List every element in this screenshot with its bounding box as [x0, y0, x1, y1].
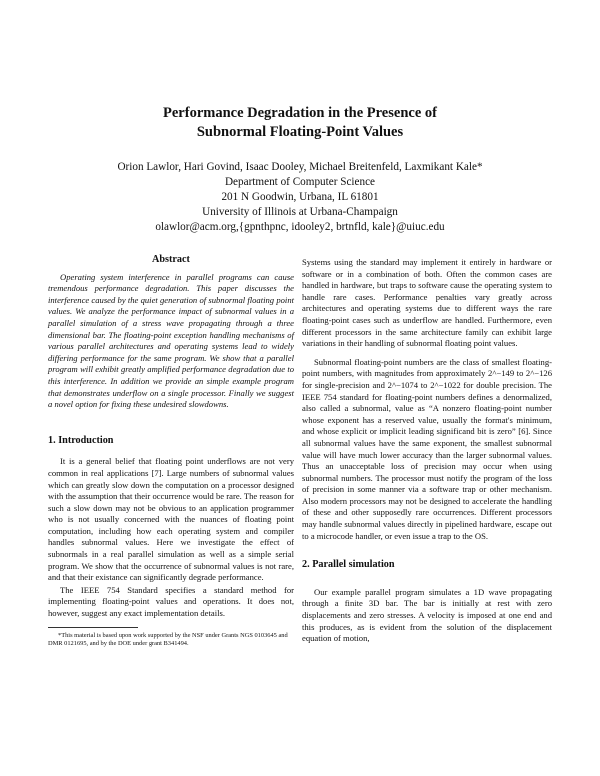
section-heading-parallel-simulation: 2. Parallel simulation — [302, 559, 395, 571]
parallel-simulation-paragraph: Our example parallel program simulates a 1D wave propagating through a finite 3D bar. The bar is initially at rest with zero displacements and zero stresses. A velocity is imposed at one end and this produces, as is evident from the solution of the displacement equation of motion, — [302, 586, 552, 644]
address: 201 N Goodwin, Urbana, IL 61801 — [221, 191, 379, 203]
author-emails: olawlor@acm.org,{gpnthpnc, idooley2, brtnfld, kale}@uiuc.edu — [155, 221, 445, 233]
intro-paragraph-2: The IEEE 754 Standard specifies a standard method for implementing floating-point values and operations. It does not, however, suggest any exact implementation details. — [48, 584, 294, 619]
author-names: Orion Lawlor, Hari Govind, Isaac Dooley, Michael Breitenfeld, Laxmikant Kale* — [117, 161, 483, 173]
title-line-1: Performance Degradation in the Presence of — [163, 105, 437, 121]
author-block — [0, 160, 600, 235]
subnormal-paragraph: Subnormal floating-point numbers are the class of smallest floating-point numbers, with magnitudes from approximately 2^−149 to 2^−126 for single-precision and 2^−1074 to 2^−1022 for double precision. The IEEE 754 standard for floating-point numbers defines a denormalized, also called a subnormal, value as “A nonzero floating-point number whose exponent has a reserved value, usually the format's minimum, and whose explicit or implicit leading significand bit is zero” [6]. Since all subnormal values have the same exponent, the smallest subnormal value will have much lower accuracy than the larger subnormal values. Thus an unacceptable loss of precision may occur when using subnormal numbers. The processor must notify the program of the loss of precision in some manner via a software trap or other mechanism. Also modern processors may not be designed to accelerate the handling of these and other supposedly rare occurrences. Different processors may handle subnormal values directly in pipelined hardware, escape out to a microcode handler, or even issue a trap to the OS. — [302, 356, 552, 541]
university: University of Illinois at Urbana-Champaign — [202, 206, 398, 218]
paper-title — [0, 104, 600, 142]
footnote: *This material is based upon work supported by the NSF under Grants NGS 0103645 and DMR 0121695, and by the DOE under grant B341494. — [48, 631, 288, 648]
department: Department of Computer Science — [224, 176, 376, 188]
left-column — [48, 254, 294, 648]
footnote-rule — [48, 627, 138, 628]
abstract-heading: Abstract — [152, 254, 190, 265]
title-line-2: Subnormal Floating-Point Values — [196, 124, 404, 140]
right-paragraph-1: Systems using the standard may implement it entirely in hardware or software or in a combination of both. Often the common cases are handled in hardware, but traps to software cause the operating system to handle rare cases. Performance penalties vary greatly across architectures and operating systems due to different ways the rare floating-point cases such as underflow are handled. Furthermore, even different processors in the same architecture family can exhibit large variations in their handling of subnormal floating point values. — [302, 257, 552, 349]
abstract-text: Operating system interference in parallel programs can cause tremendous performance degradation. This paper discusses the interference caused by the quiet generation of subnormal floating point values. We analyze the performance impact of subnormal values in a parallel simulation of a stress wave propagating through a three dimensional bar. The floating-point exception handling mechanisms of various parallel architectures and operating systems lead to widely differing performance for the same program. We show that a parallel program will exhibit greatly amplified performance degradation due to this interference. In addition we provide an simple example program that demonstrates underflow on a single processor. Finally we suggest a novel option for fixing these undesired slowdowns. — [48, 271, 294, 410]
intro-paragraph-1: It is a general belief that floating point underflows are not very common in real applications [7]. Large numbers of subnormal values which can greatly slow down the computation on a processor designed with the assumption that their occurrence would be rare. The reason for such a slow down may not be obvious to an application programmer who is not usually concerned with the nuances of floating point computation, including how each operating system and compiler handles subnormal values. Here we investigate the effect of subnormals in a real parallel simulation as well as a simple serial program. We show that the occurrence of subnormal values is not rare, and that their existance can significantly degrade performance. — [48, 456, 294, 583]
right-column — [302, 257, 552, 646]
section-heading-introduction: 1. Introduction — [48, 434, 114, 446]
